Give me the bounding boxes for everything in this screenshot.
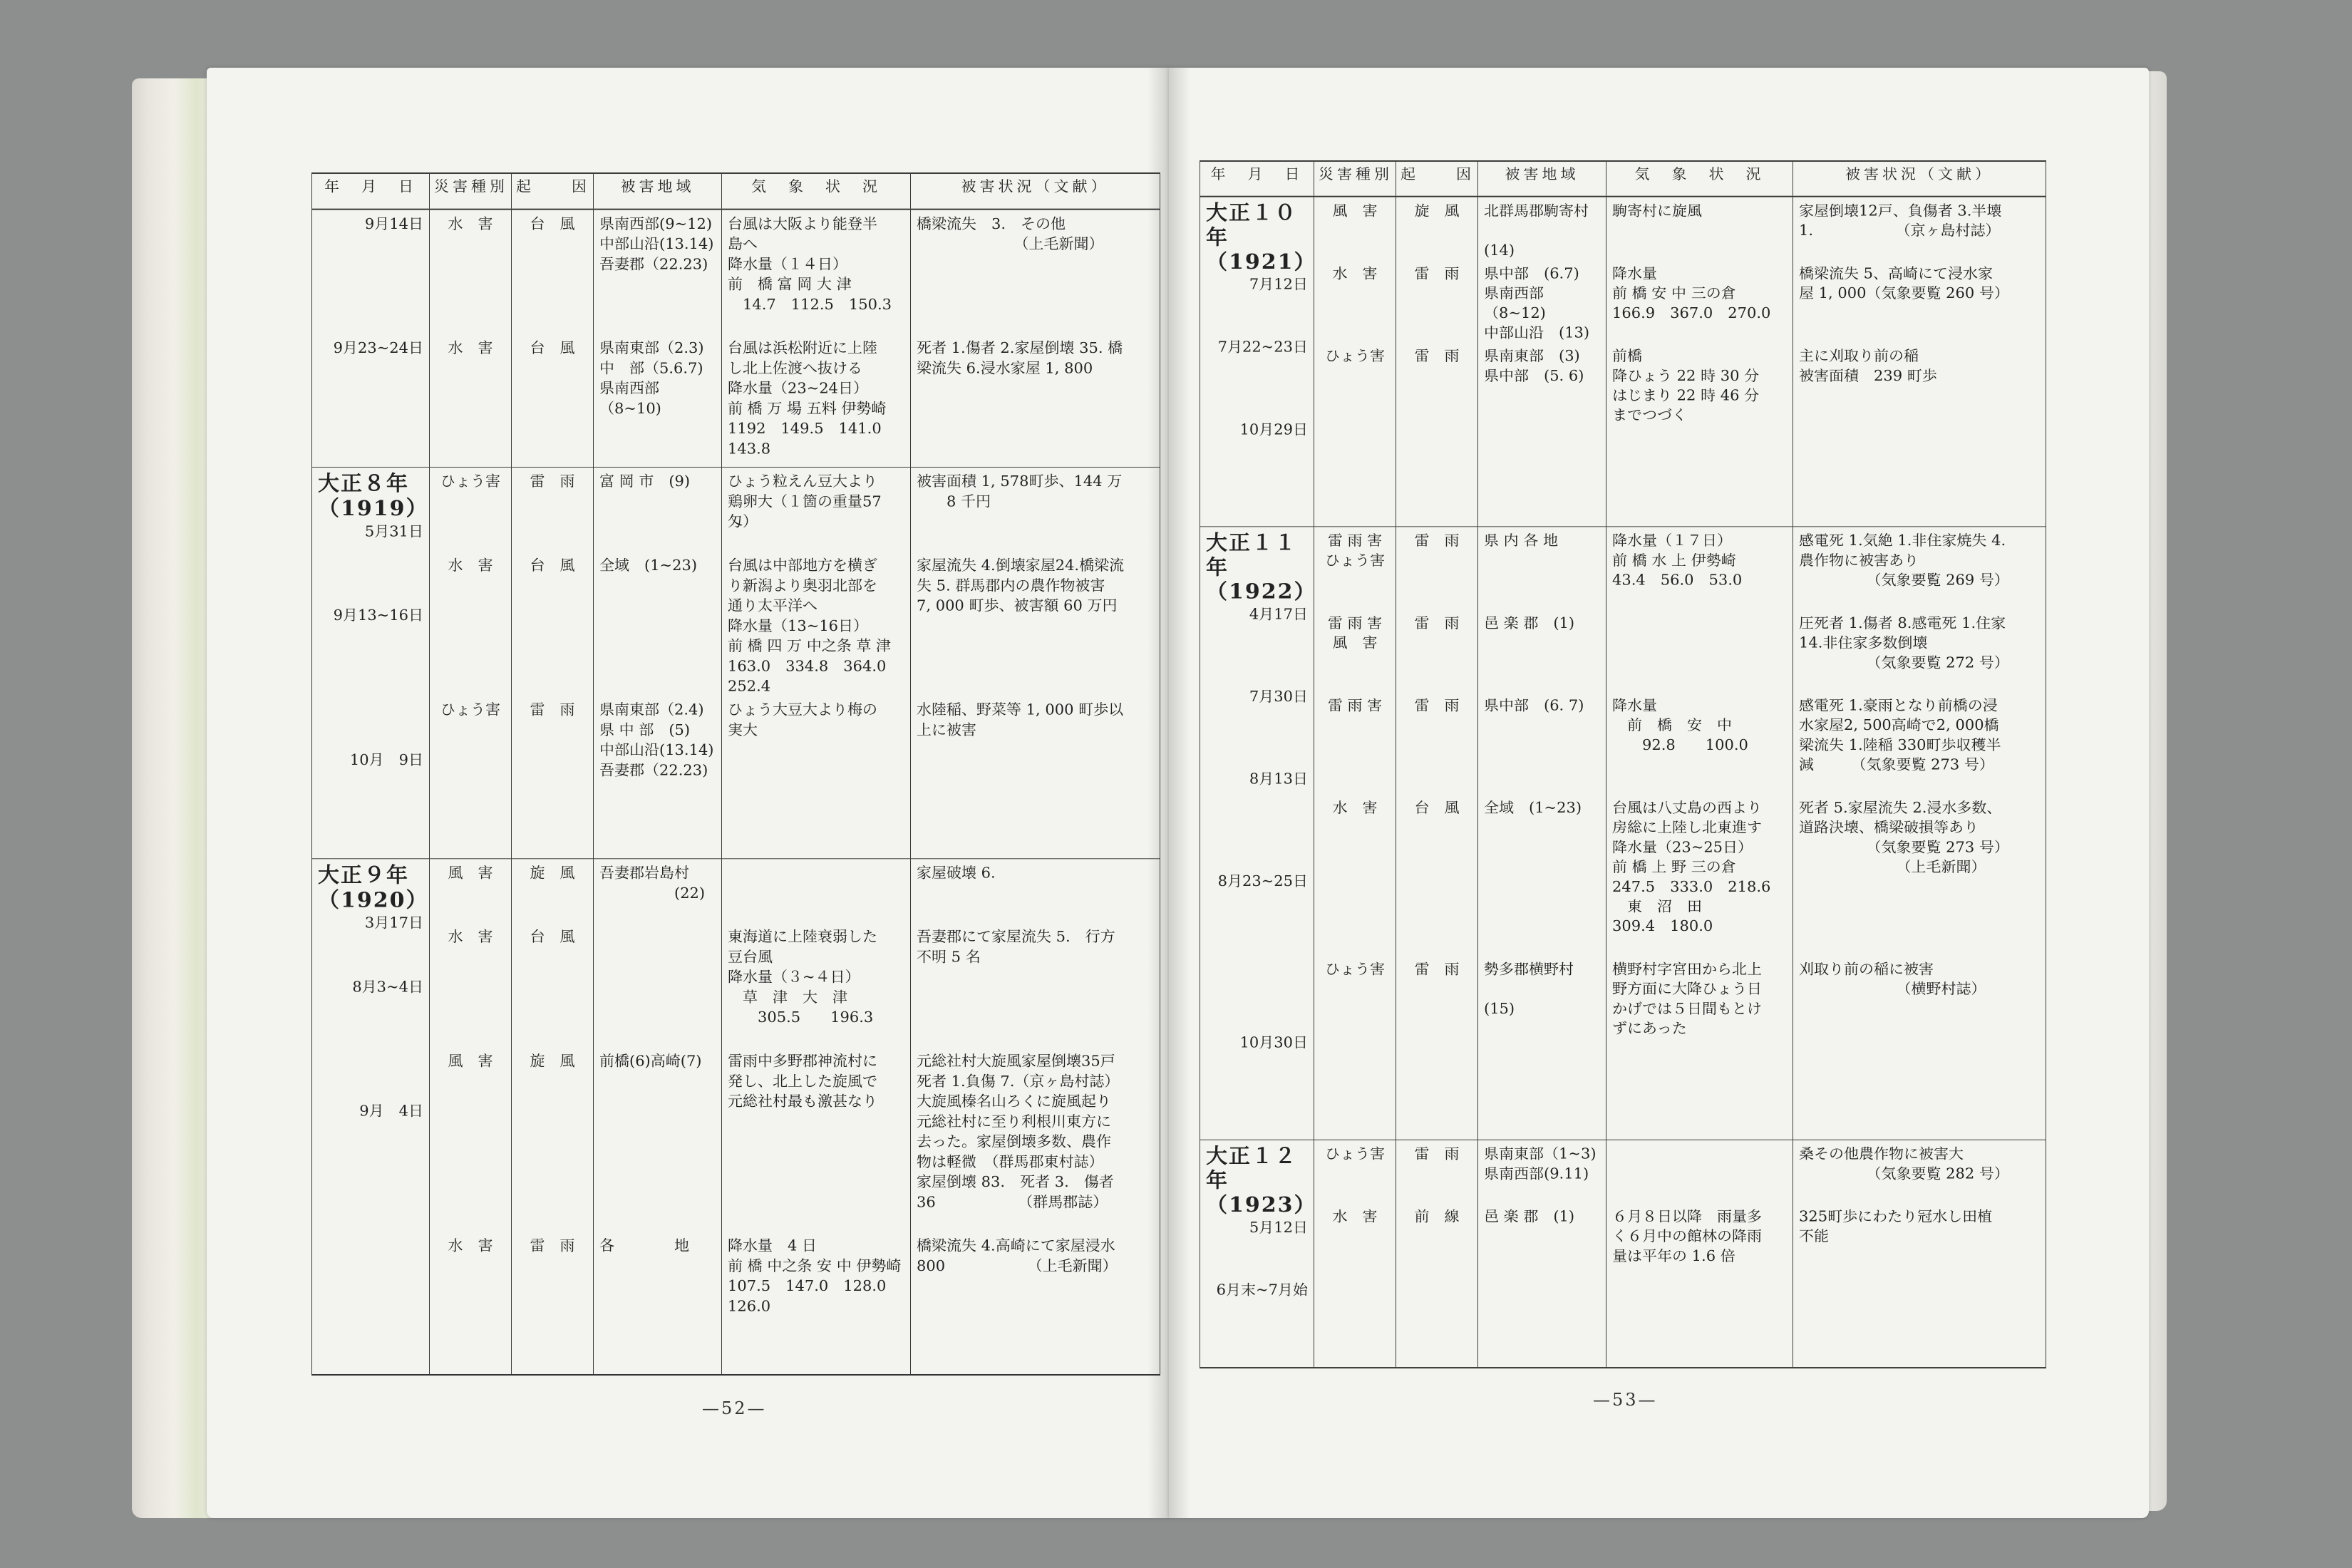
- entry-damage: 325町歩にわたり冠水し田植 不能: [1799, 1208, 1993, 1244]
- entry-cause: 雷 雨: [530, 473, 575, 490]
- column-header: 災害種別: [430, 173, 512, 210]
- entry-type: 風 害: [448, 1053, 493, 1070]
- entry-damage: 死者 5.家屋流失 2.浸水多数、 道路決壊、橋梁破損等あり （気象要覧 273 号） （上毛新聞）: [1799, 799, 2009, 875]
- entry-damage: 感電死 1.豪雨となり前橋の浸 水家屋2, 500高崎で2, 000橋 梁流失 1.陸稲 330町歩収穫半 減 （気象要覧 273 号）: [1799, 697, 2001, 773]
- entry-damage: 家屋倒壊12戸、負傷者 3.半壊 1. （京ヶ島村誌）: [1799, 202, 2002, 239]
- entry-date: 9月 4日: [359, 1103, 423, 1120]
- entry-cause: 台 風: [530, 557, 575, 574]
- entry-region: 全域 (1~23): [1484, 799, 1582, 816]
- entry-date: 7月22~23日: [1217, 339, 1308, 356]
- disaster-table-right: [1200, 160, 2046, 1368]
- entry-weather: ひょう大豆大より梅の 実大: [728, 701, 877, 738]
- region-cell: [594, 210, 722, 468]
- entry-weather: 横野村字宮田から北上 野方面に大降ひょう日 かげでは５日間もとけ ずにあった: [1612, 961, 1762, 1037]
- entry-cause: 雷 雨: [530, 1237, 575, 1254]
- region-cell: [1478, 1140, 1606, 1368]
- disaster-type-cell: [1314, 527, 1396, 1140]
- entry-region: 北群馬郡駒寄村 (14): [1484, 202, 1589, 259]
- entry-type: ひょう害: [1325, 347, 1385, 364]
- entry-type: 雷 雨 害 ひょう害: [1325, 532, 1385, 569]
- year-block-row: [1200, 1140, 2046, 1368]
- entry-date: 5月12日: [1249, 1219, 1308, 1236]
- page-number-left: —52—: [702, 1398, 767, 1418]
- region-cell: [1478, 197, 1606, 527]
- entry-cause: 台 風: [530, 215, 575, 232]
- era-year-label: 大正８年 （1919）: [318, 471, 429, 521]
- entry-region: 前橋(6)高崎(7): [599, 1053, 702, 1070]
- weather-cell: [1606, 197, 1793, 527]
- disaster-type-cell: [430, 467, 512, 858]
- entry-damage: 元総社村大旋風家屋倒壊35戸 死者 1.負傷 7.（京ヶ島村誌） 大旋風榛名山ろくに旋風起り 元総社村に至り利根川東方に 去った。家屋倒壊多数、農作 物は軽微 （群馬郡東村誌） 家屋倒壊 83. 死者 3. 傷者 36 （群馬郡誌）: [917, 1053, 1120, 1211]
- column-header: 被害地域: [594, 173, 722, 210]
- disaster-type-cell: [1314, 1140, 1396, 1368]
- page-stack-left: [132, 78, 217, 1518]
- date-cell: [1200, 1140, 1317, 1368]
- year-block-row: [312, 859, 1160, 1375]
- entry-region: 邑 楽 郡 (1): [1484, 614, 1575, 631]
- entry-weather: 台風は中部地方を横ぎ り新潟より奥羽北部を 通り太平洋へ 降水量（13~16日） 前 橋 四 万 中之条 草 津 163.0 334.8 364.0 252.4: [728, 557, 892, 695]
- table-header-row: [312, 173, 1160, 210]
- cause-cell: [1396, 527, 1478, 1140]
- entry-region: 吾妻郡岩島村 (22): [599, 865, 706, 902]
- entry-weather: [1612, 614, 1787, 696]
- column-header: 年 月 日: [312, 173, 430, 210]
- entry-weather: 台風は浜松附近に上陸 し北上佐渡へ抜ける 降水量（23~24日） 前 橋 万 場 五料 伊勢崎 1192 149.5 141.0 143.8: [728, 339, 887, 458]
- entry-cause: 雷 雨: [1414, 532, 1460, 549]
- entry-cause: 雷 雨: [1414, 347, 1460, 364]
- entry-weather: [1612, 1144, 1787, 1207]
- era-year-label: 大正９年 （1920）: [318, 863, 429, 913]
- entry-date: 10月29日: [1239, 421, 1308, 438]
- entry-date: 9月14日: [364, 215, 423, 232]
- entry-cause: 旋 風: [530, 1053, 575, 1070]
- entry-damage: 主に刈取り前の稲 被害面積 239 町歩: [1799, 347, 1937, 384]
- damage-cell: [1793, 1140, 2046, 1368]
- entry-type: 風 害: [1332, 202, 1378, 220]
- entry-type: 水 害: [448, 557, 493, 574]
- year-block-row: [312, 210, 1160, 468]
- column-header: 被害地域: [1478, 161, 1606, 197]
- entry-cause: 前 線: [1414, 1208, 1460, 1225]
- column-header: 気 象 状 況: [1606, 161, 1793, 197]
- entry-type: 水 害: [1332, 1208, 1378, 1225]
- entry-weather: 台風は大阪より能登半 島へ 降水量（１４日） 前 橋 富 岡 大 津 14.7 112.5 150.3: [728, 215, 892, 313]
- entry-damage: 吾妻郡にて家屋流失 5. 行方 不明 5 名: [917, 928, 1115, 966]
- column-header: 被害状況（文献）: [911, 173, 1160, 210]
- entry-region: 県中部 (6. 7): [1484, 697, 1584, 714]
- weather-cell: [722, 859, 911, 1375]
- entry-weather: 台風は八丈島の西より 房総に上陸し北東進す 降水量（23~25日） 前 橋 上 野 三の倉 247.5 333.0 218.6 東 沼 田 309.4 180.0: [1612, 799, 1771, 935]
- entry-damage: 感電死 1.気絶 1.非住家焼失 4. 農作物に被害あり （気象要覧 269 号）: [1799, 532, 2009, 589]
- entry-type: 雷 雨 害: [1327, 697, 1383, 714]
- cause-cell: [1396, 197, 1478, 527]
- entry-type: 水 害: [448, 215, 493, 232]
- entry-weather: 駒寄村に旋風: [1612, 202, 1702, 220]
- entry-damage: 桑その他農作物に被害大 （気象要覧 282 号）: [1799, 1145, 2009, 1182]
- entry-date: 7月30日: [1249, 688, 1308, 705]
- entry-region: 各 地: [599, 1237, 689, 1254]
- weather-cell: [1606, 1140, 1793, 1368]
- entry-weather: 降水量 4 日 前 橋 中之条 安 中 伊勢崎 107.5 147.0 128.0 126.0: [728, 1237, 902, 1315]
- entry-damage: 橋梁流失 3. その他 （上毛新聞）: [917, 215, 1104, 253]
- entry-damage: 刈取り前の稲に被害 （横野村誌）: [1799, 961, 1986, 997]
- entry-date: 7月12日: [1249, 276, 1308, 293]
- entry-region: [599, 927, 716, 1051]
- entry-region: 県中部 (6.7) 県南西部（8~12) 中部山沿 (13): [1484, 265, 1590, 341]
- entry-damage: 家屋破壊 6.: [917, 865, 996, 882]
- entry-type: 水 害: [1332, 799, 1378, 816]
- date-cell: [312, 859, 430, 1375]
- entry-type: 水 害: [448, 1237, 493, 1254]
- cause-cell: [1396, 1140, 1478, 1368]
- entry-type: 水 害: [448, 928, 493, 946]
- entry-damage: 橋梁流失 4.高崎にて家屋浸水 800 （上毛新聞）: [917, 1237, 1118, 1274]
- entry-cause: 台 風: [530, 928, 575, 946]
- entry-cause: 雷 雨: [1414, 265, 1460, 282]
- entry-type: ひょう害: [1325, 1145, 1385, 1162]
- disaster-type-cell: [430, 859, 512, 1375]
- damage-cell: [911, 467, 1160, 858]
- disaster-type-cell: [1314, 197, 1396, 527]
- cause-cell: [512, 210, 594, 468]
- entry-damage: 家屋流失 4.倒壊家屋24.橋梁流 失 5. 群馬郡内の農作物被害 7, 000 町歩、被害額 60 万円: [917, 557, 1125, 614]
- entry-cause: 雷 雨: [1414, 614, 1460, 631]
- entry-date: 8月13日: [1249, 770, 1308, 788]
- date-cell: [1200, 527, 1317, 1140]
- entry-region: 邑 楽 郡 (1): [1484, 1208, 1575, 1225]
- entry-date: 9月23~24日: [333, 339, 423, 357]
- entry-date: 10月 9日: [349, 751, 423, 768]
- year-block-row: [1200, 197, 2046, 527]
- entry-region: 県 内 各 地: [1484, 532, 1559, 549]
- entry-cause: 台 風: [530, 339, 575, 357]
- entry-region: 県南東部 (3) 県中部 (5. 6): [1484, 347, 1584, 384]
- entry-damage: 死者 1.傷者 2.家屋倒壊 35. 橋 梁流失 6.浸水家屋 1, 800: [917, 339, 1123, 377]
- entry-damage: 被害面積 1, 578町歩、144 万 8 千円: [917, 473, 1123, 510]
- region-cell: [594, 467, 722, 858]
- column-header: 被害状況（文献）: [1793, 161, 2046, 197]
- entry-damage: 水陸稲、野菜等 1, 000 町歩以 上に被害: [917, 701, 1124, 738]
- entry-date: 5月31日: [364, 522, 423, 540]
- entry-date: 4月17日: [1249, 606, 1308, 623]
- entry-type: 水 害: [1332, 265, 1378, 282]
- entry-cause: 雷 雨: [1414, 697, 1460, 714]
- entry-weather: 東海道に上陸衰弱した 豆台風 降水量（３~４日） 草 津 大 津 305.5 196.3: [728, 928, 877, 1026]
- year-block-row: [1200, 527, 2046, 1140]
- column-header: 起 因: [1396, 161, 1478, 197]
- entry-weather: [728, 863, 904, 927]
- damage-cell: [911, 210, 1160, 468]
- entry-cause: 台 風: [1414, 799, 1460, 816]
- entry-region: 全域 (1~23): [599, 557, 698, 574]
- table-header-row: [1200, 161, 2046, 197]
- cause-cell: [512, 467, 594, 858]
- disaster-type-cell: [430, 210, 512, 468]
- page-number-right: —53—: [1593, 1390, 1658, 1410]
- weather-cell: [1606, 527, 1793, 1140]
- date-cell: [312, 467, 430, 858]
- date-cell: [312, 210, 430, 468]
- entry-date: 6月末~7月始: [1216, 1281, 1308, 1299]
- entry-cause: 旋 風: [1414, 202, 1460, 220]
- entry-type: ひょう害: [440, 473, 500, 490]
- era-year-label: 大正１２年 （1923）: [1206, 1144, 1317, 1217]
- era-year-label: 大正１０年 （1921）: [1206, 201, 1317, 274]
- entry-weather: 降水量（１７日） 前 橋 水 上 伊勢崎 43.4 56.0 53.0: [1612, 532, 1743, 589]
- entry-weather: 前橋 降ひょう 22 時 30 分 はじまり 22 時 46 分 までつづく: [1612, 347, 1760, 424]
- weather-cell: [722, 467, 911, 858]
- entry-type: ひょう害: [1325, 961, 1385, 978]
- entry-date: [318, 1286, 423, 1370]
- entry-weather: 降水量 前 橋 安 中 三の倉 166.9 367.0 270.0: [1612, 265, 1771, 321]
- region-cell: [594, 859, 722, 1375]
- entry-weather: ひょう粒えん豆大より 鶏卵大（１箇の重量57 匁）: [728, 473, 882, 530]
- era-year-label: 大正１１年 （1922）: [1206, 531, 1317, 604]
- entry-cause: 旋 風: [530, 865, 575, 882]
- entry-type: 水 害: [448, 339, 493, 357]
- damage-cell: [1793, 527, 2046, 1140]
- damage-cell: [911, 859, 1160, 1375]
- entry-date: 9月13~16日: [333, 607, 423, 624]
- entry-date: 10月30日: [1239, 1034, 1308, 1051]
- entry-region: 県南東部（1~3) 県南西部(9.11): [1484, 1145, 1597, 1182]
- entry-region: 勢多郡横野村 (15): [1484, 961, 1574, 1017]
- entry-region: 県南西部(9~12) 中部山沿(13.14) 吾妻郡（22.23): [599, 215, 714, 273]
- entry-cause: 雷 雨: [1414, 961, 1460, 978]
- entry-damage: 橋梁流失 5、高崎にて浸水家 屋 1, 000（気象要覧 260 号）: [1799, 265, 2009, 301]
- entry-weather: ６月８日以降 雨量多 く６月中の館林の降雨 量は平年の 1.6 倍: [1612, 1208, 1762, 1264]
- entry-region: 富 岡 市 (9): [599, 473, 691, 490]
- column-header: 災害種別: [1314, 161, 1396, 197]
- entry-region: 県南東部（2.4) 県 中 部 (5) 中部山沿(13.14) 吾妻郡（22.23): [599, 701, 714, 779]
- entry-cause: 雷 雨: [1414, 1145, 1460, 1162]
- region-cell: [1478, 527, 1606, 1140]
- year-block-row: [312, 467, 1160, 858]
- weather-cell: [722, 210, 911, 468]
- column-header: 起 因: [512, 173, 594, 210]
- entry-region: 県南東部（2.3) 中 部（5.6.7) 県南西部（8~10): [599, 339, 704, 417]
- entry-weather: 雷雨中多野郡神流村に 発し、北上した旋風で 元総社村最も激甚なり: [728, 1053, 877, 1110]
- entry-weather: 降水量 前 橋 安 中 92.8 100.0: [1612, 697, 1748, 753]
- column-header: 気 象 状 況: [722, 173, 911, 210]
- damage-cell: [1793, 197, 2046, 527]
- entry-type: 風 害: [448, 865, 493, 882]
- entry-cause: 雷 雨: [530, 701, 575, 718]
- disaster-table-left: [311, 172, 1160, 1376]
- entry-date: 8月23~25日: [1217, 872, 1308, 889]
- entry-type: ひょう害: [440, 701, 500, 718]
- entry-type: 雷 雨 害 風 害: [1327, 614, 1383, 651]
- entry-date: 3月17日: [364, 914, 423, 932]
- entry-date: 8月3~4日: [352, 978, 423, 996]
- date-cell: [1200, 197, 1317, 527]
- cause-cell: [512, 859, 594, 1375]
- column-header: 年 月 日: [1200, 161, 1314, 197]
- entry-damage: 圧死者 1.傷者 8.感電死 1.住家 14.非住家多数倒壊 （気象要覧 272 号）: [1799, 614, 2009, 671]
